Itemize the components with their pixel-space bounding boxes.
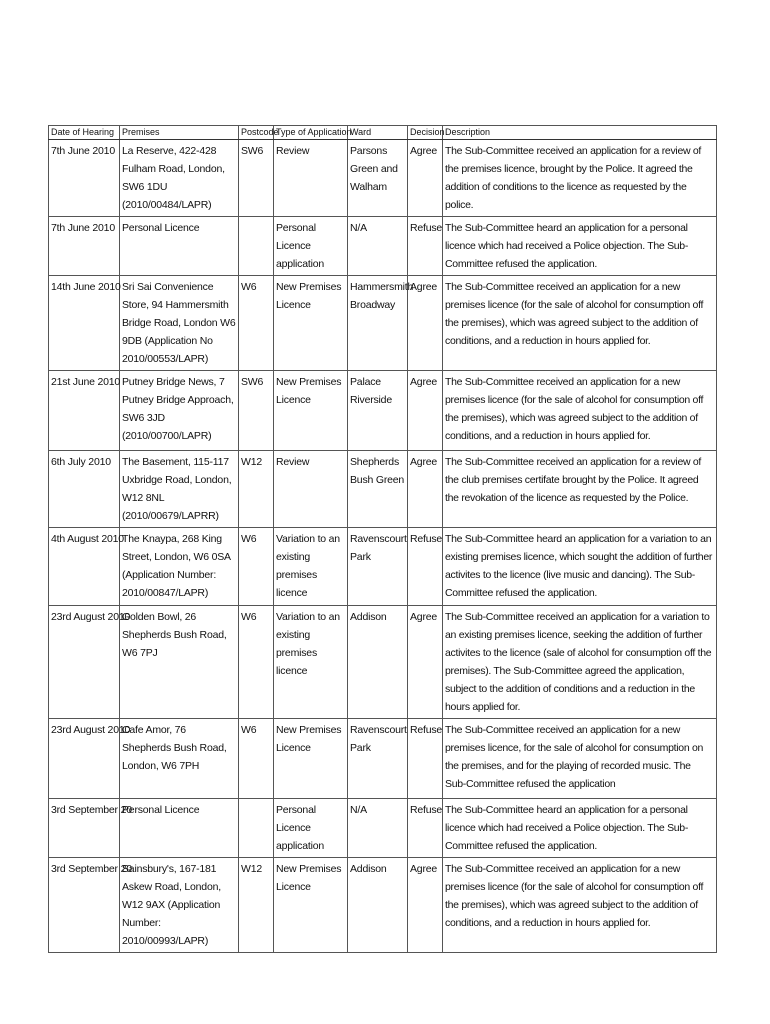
cell-premises: Cafe Amor, 76 Shepherds Bush Road, London, W6 7PH — [120, 719, 239, 799]
table-row — [49, 140, 717, 217]
table-row — [49, 606, 717, 719]
cell-postcode — [239, 799, 274, 858]
header-description: Description — [443, 126, 717, 140]
cell-type: Variation to an existing premises licence — [274, 606, 348, 719]
cell-description: The Sub-Committee received an application for a variation to an existing premises licence, seeking the addition of further activites to the licence (sale of alcohol for consumption off the premises). The Sub-Committee agreed the application, subject to the addition of conditions and a reduction in the hours applied for. — [443, 606, 717, 719]
cell-ward: Palace Riverside — [348, 371, 408, 451]
cell-date: 4th August 2010 — [49, 528, 120, 606]
cell-type: Review — [274, 140, 348, 217]
header-postcode: Postcode — [239, 126, 274, 140]
cell-postcode: SW6 — [239, 140, 274, 217]
header-type: Type of Application — [274, 126, 348, 140]
cell-ward: Ravenscourt Park — [348, 719, 408, 799]
cell-postcode: W12 — [239, 451, 274, 528]
cell-description: The Sub-Committee received an application for a new premises licence (for the sale of alcohol for consumption off the premises), which was agreed subject to the addition of conditions, and a reduction in hours applied for. — [443, 371, 717, 451]
cell-ward: Addison — [348, 858, 408, 953]
header-row — [49, 126, 717, 140]
cell-date: 23rd August 2010 — [49, 719, 120, 799]
header-ward: Ward — [348, 126, 408, 140]
cell-decision: Agree — [408, 451, 443, 528]
cell-date: 21st June 2010 — [49, 371, 120, 451]
cell-type: New Premises Licence — [274, 371, 348, 451]
cell-postcode: SW6 — [239, 371, 274, 451]
cell-description: The Sub-Committee heard an application for a personal licence which had received a Police objection. The Sub-Committee refused the application. — [443, 799, 717, 858]
cell-postcode: W6 — [239, 276, 274, 371]
decisions-sheet — [48, 125, 716, 953]
cell-type: New Premises Licence — [274, 858, 348, 953]
cell-date: 7th June 2010 — [49, 217, 120, 276]
header-date: Date of Hearing — [49, 126, 120, 140]
cell-premises: The Basement, 115-117 Uxbridge Road, London, W12 8NL (2010/00679/LAPRR) — [120, 451, 239, 528]
cell-decision: Refuse — [408, 799, 443, 858]
cell-description: The Sub-Committee received an application for a new premises licence, for the sale of alcohol for consumption on the premises, and for the playing of recorded music. The Sub-Committee refused the application — [443, 719, 717, 799]
cell-type: Personal Licence application — [274, 217, 348, 276]
cell-decision: Agree — [408, 371, 443, 451]
cell-postcode — [239, 217, 274, 276]
cell-date: 3rd September 20 — [49, 799, 120, 858]
cell-date: 14th June 2010 — [49, 276, 120, 371]
table-row — [49, 858, 717, 953]
cell-decision: Agree — [408, 606, 443, 719]
cell-premises: La Reserve, 422-428 Fulham Road, London, SW6 1DU (2010/00484/LAPR) — [120, 140, 239, 217]
cell-description: The Sub-Committee received an application for a review of the premises licence, brought by the Police. It agreed the addition of conditions to the licence as requested by the police. — [443, 140, 717, 217]
header-premises: Premises — [120, 126, 239, 140]
cell-premises: Putney Bridge News, 7 Putney Bridge Approach, SW6 3JD (2010/00700/LAPR) — [120, 371, 239, 451]
cell-postcode: W6 — [239, 528, 274, 606]
cell-decision: Refuse — [408, 217, 443, 276]
cell-decision: Agree — [408, 276, 443, 371]
cell-ward: Shepherds Bush Green — [348, 451, 408, 528]
cell-premises: The Knaypa, 268 King Street, London, W6 0SA (Application Number: 2010/00847/LAPR) — [120, 528, 239, 606]
cell-ward: Ravenscourt Park — [348, 528, 408, 606]
cell-postcode: W6 — [239, 719, 274, 799]
cell-date: 3rd September 20 — [49, 858, 120, 953]
cell-date: 7th June 2010 — [49, 140, 120, 217]
decisions-table — [48, 125, 717, 953]
cell-type: New Premises Licence — [274, 719, 348, 799]
cell-type: New Premises Licence — [274, 276, 348, 371]
cell-date: 23rd August 2010 — [49, 606, 120, 719]
cell-type: Review — [274, 451, 348, 528]
cell-ward: Parsons Green and Walham — [348, 140, 408, 217]
cell-description: The Sub-Committee heard an application for a variation to an existing premises licence, which sought the addition of further activites to the licence (live music and dancing). The Sub-Committee refused the application. — [443, 528, 717, 606]
cell-ward: N/A — [348, 217, 408, 276]
cell-description: The Sub-Committee heard an application for a personal licence which had received a Police objection. The Sub-Committee refused the application. — [443, 217, 717, 276]
cell-ward: N/A — [348, 799, 408, 858]
cell-type: Variation to an existing premises licence — [274, 528, 348, 606]
cell-premises: Sri Sai Convenience Store, 94 Hammersmith Bridge Road, London W6 9DB (Application No 2010/00553/LAPR) — [120, 276, 239, 371]
table-row — [49, 528, 717, 606]
cell-description: The Sub-Committee received an application for a new premises licence (for the sale of alcohol for consumption off the premises), which was agreed subject to the addition of conditions, and a reduction in hours applied for. — [443, 276, 717, 371]
cell-decision: Refuse — [408, 719, 443, 799]
cell-premises: Sainsbury's, 167-181 Askew Road, London, W12 9AX (Application Number: 2010/00993/LAPR) — [120, 858, 239, 953]
cell-postcode: W12 — [239, 858, 274, 953]
table-row — [49, 799, 717, 858]
header-decision: Decision — [408, 126, 443, 140]
table-row — [49, 451, 717, 528]
cell-premises: Personal Licence — [120, 799, 239, 858]
cell-ward: Hammersmith Broadway — [348, 276, 408, 371]
cell-premises: Personal Licence — [120, 217, 239, 276]
cell-description: The Sub-Committee received an application for a new premises licence (for the sale of alcohol for consumption off the premises), which was agreed subject to the addition of conditions, and a reduction in hours applied for. — [443, 858, 717, 953]
table-row — [49, 719, 717, 799]
cell-decision: Refuse — [408, 528, 443, 606]
cell-ward: Addison — [348, 606, 408, 719]
cell-premises: Golden Bowl, 26 Shepherds Bush Road, W6 7PJ — [120, 606, 239, 719]
cell-type: Personal Licence application — [274, 799, 348, 858]
cell-description: The Sub-Committee received an application for a review of the club premises certifate brought by the Police. It agreed the revokation of the licence as requested by the Police. — [443, 451, 717, 528]
cell-decision: Agree — [408, 140, 443, 217]
table-row — [49, 371, 717, 451]
table-row — [49, 217, 717, 276]
cell-date: 6th July 2010 — [49, 451, 120, 528]
cell-decision: Agree — [408, 858, 443, 953]
table-row — [49, 276, 717, 371]
cell-postcode: W6 — [239, 606, 274, 719]
